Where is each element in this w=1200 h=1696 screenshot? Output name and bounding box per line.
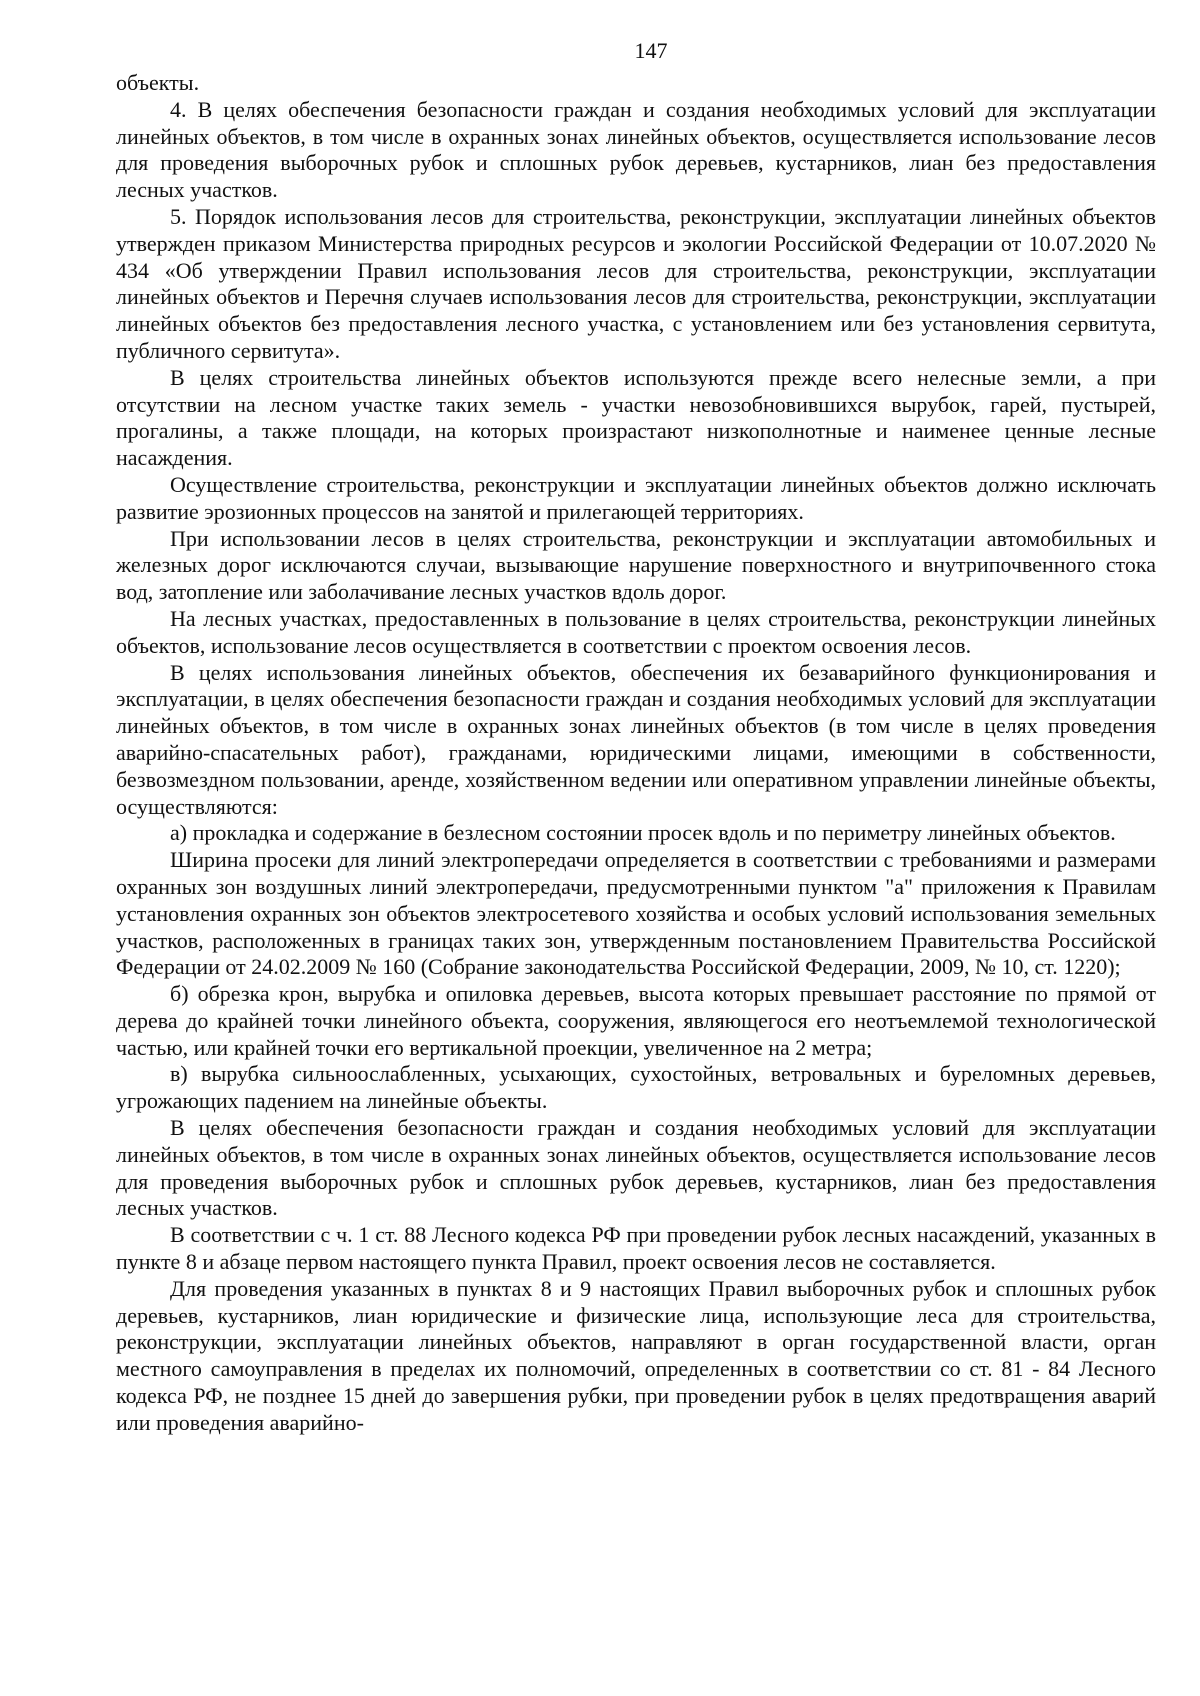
paragraph-nonforest-lands: В целях строительства линейных объектов используются прежде всего нелесные земли, а при отсутствии на лесном участке таких земель - участки невозобновившихся вырубок, гарей, пустырей, прогалины, а также площади, на которых произрастают низкополнотные и наименее ценные лесные насаждения. — [116, 364, 1156, 471]
paragraph-felling-notification: Для проведения указанных в пунктах 8 и 9 настоящих Правил выборочных рубок и сплошных рубок деревьев, кустарников, лиан юридические и физические лица, использующие леса для строительства, реконструкции, эксплуатации линейных объектов, направляют в орган государственной власти, орган местного самоуправления в пределах их полномочий, определенных в соответствии со ст. 81 - 84 Лесного кодекса РФ, не позднее 15 дней до завершения рубки, при проведении рубок в целях предотвращения аварий или проведения аварийно- — [116, 1275, 1156, 1435]
paragraph-subitem-v: в) вырубка сильноослабленных, усыхающих, сухостойных, ветровальных и буреломных деревьев, угрожающих падением на линейные объекты. — [116, 1061, 1156, 1114]
page-number: 147 — [634, 38, 668, 63]
paragraph-forest-code-art-88: В соответствии с ч. 1 ст. 88 Лесного кодекса РФ при проведении рубок лесных насаждений, указанных в пункте 8 и абзаце первом настоящего пункта Правил, проект освоения лесов не составляется. — [116, 1222, 1156, 1275]
paragraph-clearing-width: Ширина просеки для линий электропередачи определяется в соответствии с требованиями и размерами охранных зон воздушных линий электропередачи, предусмотренными пунктом "а" приложения к Правилам установления охранных зон объектов электросетевого хозяйства и особых условий использования земельных участков, расположенных в границах таких зон, утвержденным постановлением Правительства Российской Федерации от 24.02.2009 № 160 (Собрание законодательства Российской Федерации, 2009, № 10, ст. 1220); — [116, 847, 1156, 980]
paragraph-subitem-b: б) обрезка крон, вырубка и опиловка деревьев, высота которых превышает расстояние по прямой от дерева до крайней точки линейного объекта, сооружения, являющегося его неотъемлемой технологической частью, или крайней точки его вертикальной проекции, увеличенное на 2 метра; — [116, 981, 1156, 1060]
paragraph-subitem-a: а) прокладка и содержание в безлесном состоянии просек вдоль и по периметру линейных объектов. — [170, 820, 1116, 846]
paragraph-safety-felling: В целях обеспечения безопасности граждан и создания необходимых условий для эксплуатации линейных объектов, в том числе в охранных зонах линейных объектов, осуществляется использование лесов для проведения выборочных рубок и сплошных рубок деревьев, кустарников, лиан без предоставления лесных участков. — [116, 1115, 1156, 1221]
paragraph-continuation: объекты. — [116, 70, 200, 95]
paragraph-roads: При использовании лесов в целях строительства, реконструкции и эксплуатации автомобильных и железных дорог исключаются случаи, вызывающие нарушение поверхностного и внутрипочвенного стока вод, затопление или заболачивание лесных участков вдоль дорог. — [116, 525, 1156, 605]
paragraph-linear-objects-use: В целях использования линейных объектов, обеспечения их безаварийного функционирования и эксплуатации, в целях обеспечения безопасности граждан и создания необходимых условий для эксплуатации линейных объектов, в том числе в охранных зонах линейных объектов (в том числе в целях проведения аварийно-спасательных работ), гражданами, юридическими лицами, имеющими в собственности, безвозмездном пользовании, аренде, хозяйственном ведении или оперативном управлении линейные объекты, осуществляются: — [116, 659, 1156, 819]
paragraph-erosion: Осуществление строительства, реконструкции и эксплуатации линейных объектов должно исключать развитие эрозионных процессов на занятой и прилегающей территориях. — [116, 471, 1156, 524]
document-page — [116, 38, 1156, 1437]
paragraph-item-5: 5. Порядок использования лесов для строительства, реконструкции, эксплуатации линейных объектов утвержден приказом Министерства природных ресурсов и экологии Российской Федерации от 10.07.2020 № 434 «Об утверждении Правил использования лесов для строительства, реконструкции, эксплуатации линейных объектов и Перечня случаев использования лесов для строительства, реконструкции, эксплуатации линейных объектов без предоставления лесного участка, с установлением или без установления сервитута, публичного сервитута». — [116, 203, 1156, 363]
paragraph-item-4: 4. В целях обеспечения безопасности граждан и создания необходимых условий для эксплуатации линейных объектов, в том числе в охранных зонах линейных объектов, осуществляется использование лесов для проведения выборочных рубок и сплошных рубок деревьев, кустарников, лиан без предоставления лесных участков. — [116, 96, 1156, 203]
paragraph-development-project: На лесных участках, предоставленных в пользование в целях строительства, реконструкции линейных объектов, использование лесов осуществляется в соответствии с проектом освоения лесов. — [116, 605, 1156, 658]
